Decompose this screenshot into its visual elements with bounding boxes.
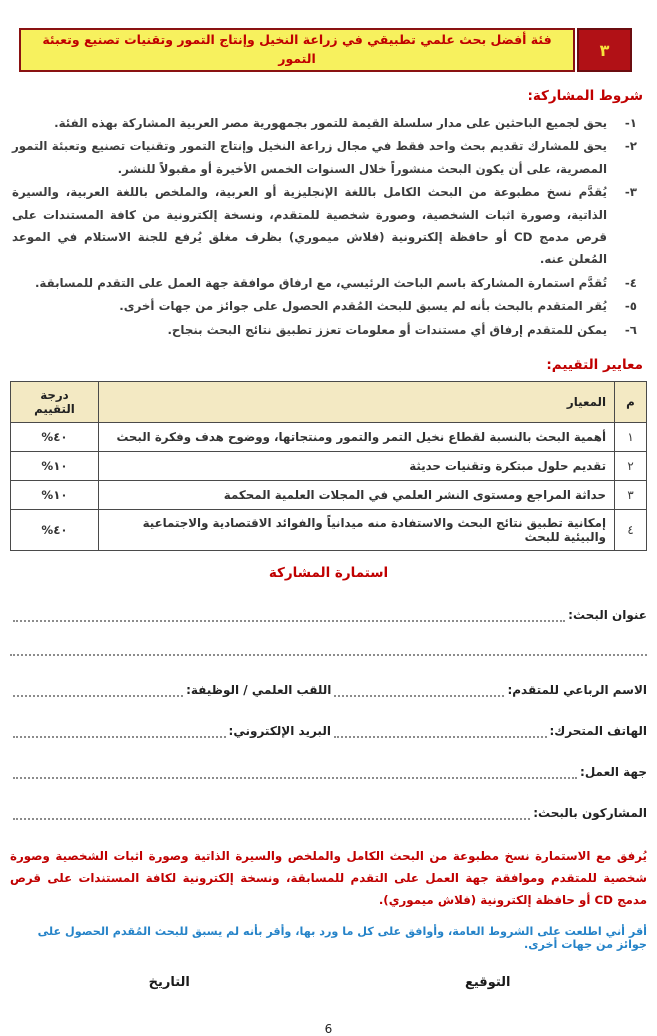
research-title-field bbox=[13, 618, 565, 622]
contact-row bbox=[10, 724, 647, 738]
declaration-note: أقر أني اطلعت على الشروط العامة، وأوافق على كل ما ورد بها، وأقر بأنه لم يسبق للبحث المُقدم الحصول على جوائز من جهات أخرى. bbox=[37, 924, 647, 951]
condition-item bbox=[12, 112, 637, 134]
cell-criterion: تقديم حلول مبتكرة وتقنيات حديثة bbox=[99, 452, 615, 481]
condition-text: يحق لجميع الباحثين على مدار سلسلة القيمة للتمور بجمهورية مصر العربية المشاركة بهذه الفئة. bbox=[54, 116, 607, 130]
category-banner bbox=[19, 28, 632, 72]
mobile-field bbox=[334, 734, 547, 738]
table-header-row bbox=[11, 382, 647, 423]
signature-label: التوقيع bbox=[465, 974, 511, 990]
cell-score: ٤٠% bbox=[11, 423, 99, 452]
research-title-label: عنوان البحث: bbox=[568, 608, 647, 623]
condition-text: يمكن للمتقدم إرفاق أي مستندات أو معلومات تعزز تطبيق نتائج البحث بنجاح. bbox=[167, 322, 607, 337]
research-title-field-line2 bbox=[10, 654, 647, 656]
conditions-heading: شروط المشاركة: bbox=[527, 88, 643, 104]
cell-criterion: أهمية البحث بالنسبة لقطاع نخيل التمر والتمور ومنتجاتها، ووضوح هدف وفكرة البحث bbox=[99, 423, 615, 452]
cell-score: ١٠% bbox=[11, 452, 99, 481]
condition-item bbox=[12, 181, 637, 271]
category-number: ٣ bbox=[599, 40, 610, 60]
cell-num: ٣ bbox=[615, 481, 647, 510]
condition-item bbox=[12, 319, 637, 341]
cell-criterion: حداثة المراجع ومستوى النشر العلمي في المجلات العلمية المحكمة bbox=[99, 481, 615, 510]
attachments-note: يُرفق مع الاستمارة نسخ مطبوعة من البحث الكامل والملخص والسيرة الذاتية وصورة اثبات الشخصية وصورة شخصية للمتقدم وموافقة جهة العمل على التقدم للمسابقة، ونسخة إلكترونية لكافة المستندات على قرص مدمج CD أو حافظة إلكترونية (فلاش ميموري). bbox=[10, 849, 647, 907]
form-heading: استمارة المشاركة bbox=[268, 565, 389, 582]
cell-score: ٤٠% bbox=[11, 510, 99, 551]
academic-title-label: اللقب العلمي / الوظيفة: bbox=[186, 683, 332, 698]
page-number: 6 bbox=[324, 1021, 333, 1036]
co-researchers-row bbox=[10, 806, 647, 820]
condition-number: ٣- bbox=[624, 185, 637, 200]
banner-title-text: فئة أفضل بحث علمي تطبيقي في زراعة النخيل وإنتاج التمور وتقنيات تصنيع وتعبئة التمور bbox=[42, 32, 552, 66]
table-row bbox=[11, 481, 647, 510]
table-row bbox=[11, 452, 647, 481]
condition-number: ٥- bbox=[624, 299, 637, 314]
co-researchers-field bbox=[13, 816, 530, 820]
academic-title-field bbox=[13, 693, 183, 697]
condition-item bbox=[12, 272, 637, 294]
employer-row bbox=[10, 765, 647, 779]
evaluation-table bbox=[10, 381, 647, 551]
condition-text: يُقر المتقدم بالبحث بأنه لم يسبق للبحث المُقدم الحصول على جوائز من جهات أخرى. bbox=[119, 299, 607, 314]
email-field bbox=[13, 734, 226, 738]
research-title-row bbox=[10, 608, 647, 622]
condition-number: ٢- bbox=[624, 139, 637, 154]
employer-field bbox=[13, 775, 577, 779]
condition-item bbox=[12, 135, 637, 180]
header-cell-num: م bbox=[615, 382, 647, 423]
cell-score: ١٠% bbox=[11, 481, 99, 510]
condition-text: يُقدَّم نسخ مطبوعة من البحث الكامل باللغة الإنجليزية أو العربية، والملخص باللغة العربية، والسيرة الذاتية، وصورة اثبات الشخصية، وصورة شخصية للمتقدم، ونسخة إلكترونية من كافة المستندات على قرص مدمج CD أو حافظة إلكترونية (فلاش ميموري) بظرف مغلق يُرفع للجنة الاستلام في الموعد المُعلن عنه. bbox=[12, 185, 607, 267]
email-label: البريد الإلكتروني: bbox=[228, 724, 331, 739]
header-cell-score: درجة التقييم bbox=[11, 382, 99, 423]
conditions-list bbox=[12, 112, 637, 341]
cell-num: ١ bbox=[615, 423, 647, 452]
cell-num: ٤ bbox=[615, 510, 647, 551]
date-label: التاريخ bbox=[148, 974, 190, 990]
banner-title bbox=[19, 28, 575, 72]
condition-text: تُقدَّم استمارة المشاركة باسم الباحث الرئيسي، مع ارفاق موافقة جهة العمل على التقدم للمسابقة. bbox=[34, 275, 607, 290]
evaluation-heading: معايير التقييم: bbox=[546, 357, 643, 374]
category-number-badge bbox=[577, 28, 632, 72]
signature-row bbox=[10, 975, 647, 990]
mobile-label: الهاتف المتحرك: bbox=[549, 724, 647, 739]
header-cell-criterion: المعيار bbox=[99, 382, 615, 423]
table-row bbox=[11, 510, 647, 551]
cell-criterion: إمكانية تطبيق نتائج البحث والاستفادة منه ميدانياً والفوائد الاقتصادية والاجتماعية والبيئية للبحث bbox=[99, 510, 615, 551]
condition-number: ١- bbox=[624, 116, 637, 130]
applicant-name-field bbox=[334, 693, 504, 697]
employer-label: جهة العمل: bbox=[580, 765, 647, 780]
co-researchers-label: المشاركون بالبحث: bbox=[533, 806, 647, 821]
applicant-name-label: الاسم الرباعي للمتقدم: bbox=[507, 683, 647, 698]
applicant-row bbox=[10, 683, 647, 697]
cell-num: ٢ bbox=[615, 452, 647, 481]
table-row bbox=[11, 423, 647, 452]
condition-number: ٤- bbox=[624, 275, 637, 290]
condition-item bbox=[12, 295, 637, 317]
condition-number: ٦- bbox=[624, 322, 637, 337]
condition-text: يحق للمشارك تقديم بحث واحد فقط في مجال زراعة النخيل وإنتاج التمور وتقنيات تصنيع وتعبئة التمور المصرية، على أن يكون البحث منشوراً خلال السنوات الخمس الأخيرة أو مقبولاً للنشر. bbox=[12, 139, 607, 176]
